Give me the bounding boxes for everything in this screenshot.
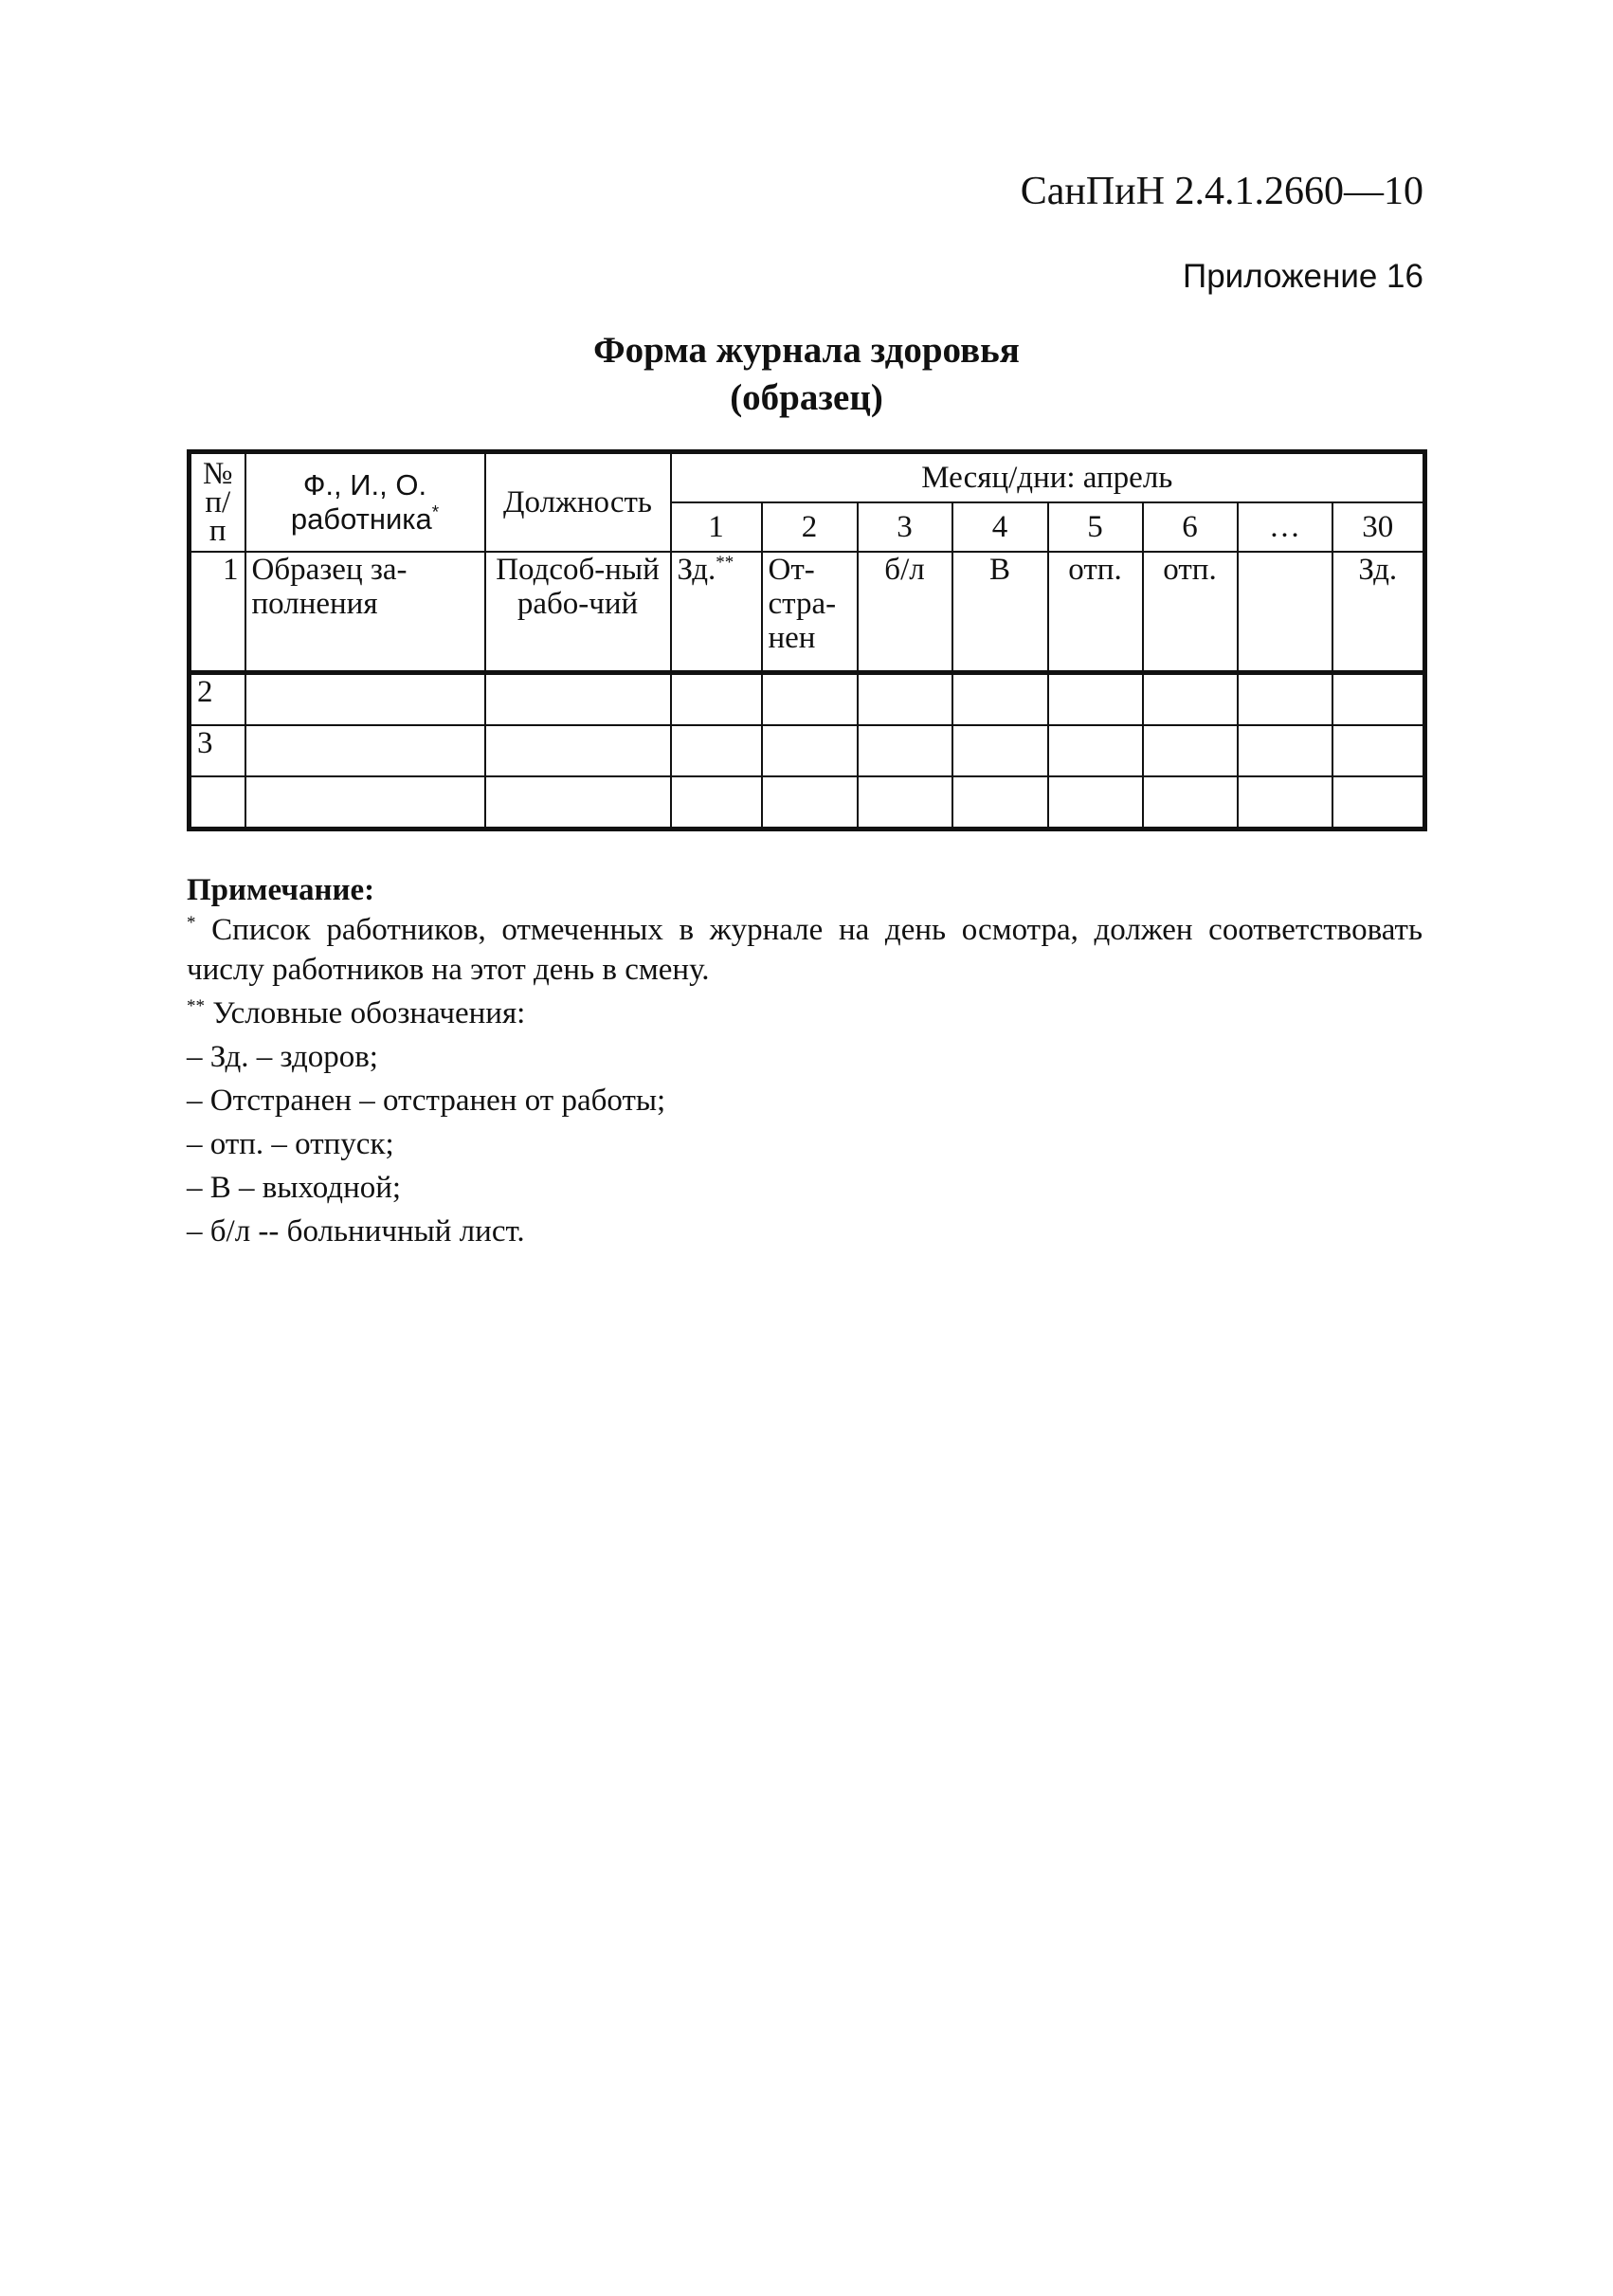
health-journal-table — [187, 449, 1427, 831]
header-day-2: 2 — [762, 502, 858, 552]
table-row-sample — [190, 552, 1425, 673]
table-row — [190, 725, 1425, 776]
table-cell — [485, 776, 671, 829]
legend-item: – Зд. – здоров; — [187, 1040, 378, 1074]
row-1-day-1-text: Зд. — [677, 553, 716, 587]
table-cell — [858, 725, 952, 776]
header-day-30: 30 — [1332, 502, 1425, 552]
table-cell — [1048, 673, 1143, 726]
table-cell — [762, 673, 858, 726]
table-cell — [858, 776, 952, 829]
legend-item: – В – выходной; — [187, 1171, 402, 1205]
row-1-day-4: В — [952, 552, 1048, 673]
table-row — [190, 673, 1425, 726]
table-cell — [952, 725, 1048, 776]
header-day-1: 1 — [671, 502, 762, 552]
note-1-text: Список работников, отмеченных в журнале на день осмотра, должен соответствовать числу работников на этот день в смену. — [187, 913, 1423, 987]
header-position: Должность — [485, 452, 671, 553]
table-cell — [1332, 776, 1425, 829]
row-num: 3 — [190, 725, 245, 776]
header-name-footnote-mark: * — [431, 502, 440, 523]
row-1-day-1-footnote-mark: ** — [716, 553, 734, 573]
title-line-1: Форма журнала здоровья — [593, 330, 1020, 371]
row-1-num: 1 — [190, 552, 245, 673]
table-cell — [1048, 776, 1143, 829]
table-cell — [671, 776, 762, 829]
header-name-text: Ф., И., О. работника — [290, 468, 432, 536]
row-1-day-30: Зд. — [1332, 552, 1425, 673]
document-code: СанПиН 2.4.1.2660—10 — [1020, 170, 1423, 213]
row-1-day-1 — [671, 552, 762, 673]
note-1-mark: * — [187, 913, 196, 933]
table-cell — [671, 725, 762, 776]
header-day-4: 4 — [952, 502, 1048, 552]
row-1-day-6: отп. — [1143, 552, 1238, 673]
note-1 — [187, 910, 1423, 990]
header-month: Месяц/дни: апрель — [671, 452, 1425, 503]
row-1-day-ellipsis — [1238, 552, 1332, 673]
row-num: 2 — [190, 673, 245, 726]
header-day-3: 3 — [858, 502, 952, 552]
table-cell — [1332, 673, 1425, 726]
table-cell — [952, 776, 1048, 829]
annex-label: Приложение 16 — [1183, 258, 1423, 295]
table-cell — [245, 776, 485, 829]
note-2-text: Условные обозначения: — [212, 996, 526, 1030]
legend-item: – Отстранен – отстранен от работы; — [187, 1084, 666, 1118]
table-cell — [485, 673, 671, 726]
table-cell — [1143, 725, 1238, 776]
table-cell — [1143, 673, 1238, 726]
table-cell — [671, 673, 762, 726]
row-num — [190, 776, 245, 829]
table-cell — [952, 673, 1048, 726]
header-num: № п/п — [190, 452, 245, 553]
table-cell — [1143, 776, 1238, 829]
table-cell — [485, 725, 671, 776]
row-1-day-2: От-стра-нен — [762, 552, 858, 673]
row-1-day-3: б/л — [858, 552, 952, 673]
legend-item: – б/л -- больничный лист. — [187, 1214, 525, 1248]
table-cell — [1048, 725, 1143, 776]
header-day-6: 6 — [1143, 502, 1238, 552]
header-name — [245, 452, 485, 553]
header-day-ellipsis: … — [1238, 502, 1332, 552]
legend-item: – отп. – отпуск; — [187, 1127, 394, 1161]
table-cell — [1238, 776, 1332, 829]
table-cell — [762, 776, 858, 829]
note-2 — [187, 993, 1423, 1033]
table-cell — [762, 725, 858, 776]
table-row — [190, 776, 1425, 829]
page-title — [0, 327, 1613, 422]
notes-heading: Примечание: — [187, 873, 375, 907]
header-day-5: 5 — [1048, 502, 1143, 552]
table-cell — [858, 673, 952, 726]
table-cell — [1238, 725, 1332, 776]
row-1-name: Образец за-полнения — [245, 552, 485, 673]
note-2-mark: ** — [187, 996, 205, 1016]
notes-section — [187, 870, 1423, 1251]
table-cell — [1332, 725, 1425, 776]
table-cell — [245, 673, 485, 726]
row-1-day-5: отп. — [1048, 552, 1143, 673]
row-1-position: Подсоб-ный рабо-чий — [485, 552, 671, 673]
table-cell — [245, 725, 485, 776]
title-line-2: (образец) — [730, 377, 883, 418]
table-cell — [1238, 673, 1332, 726]
